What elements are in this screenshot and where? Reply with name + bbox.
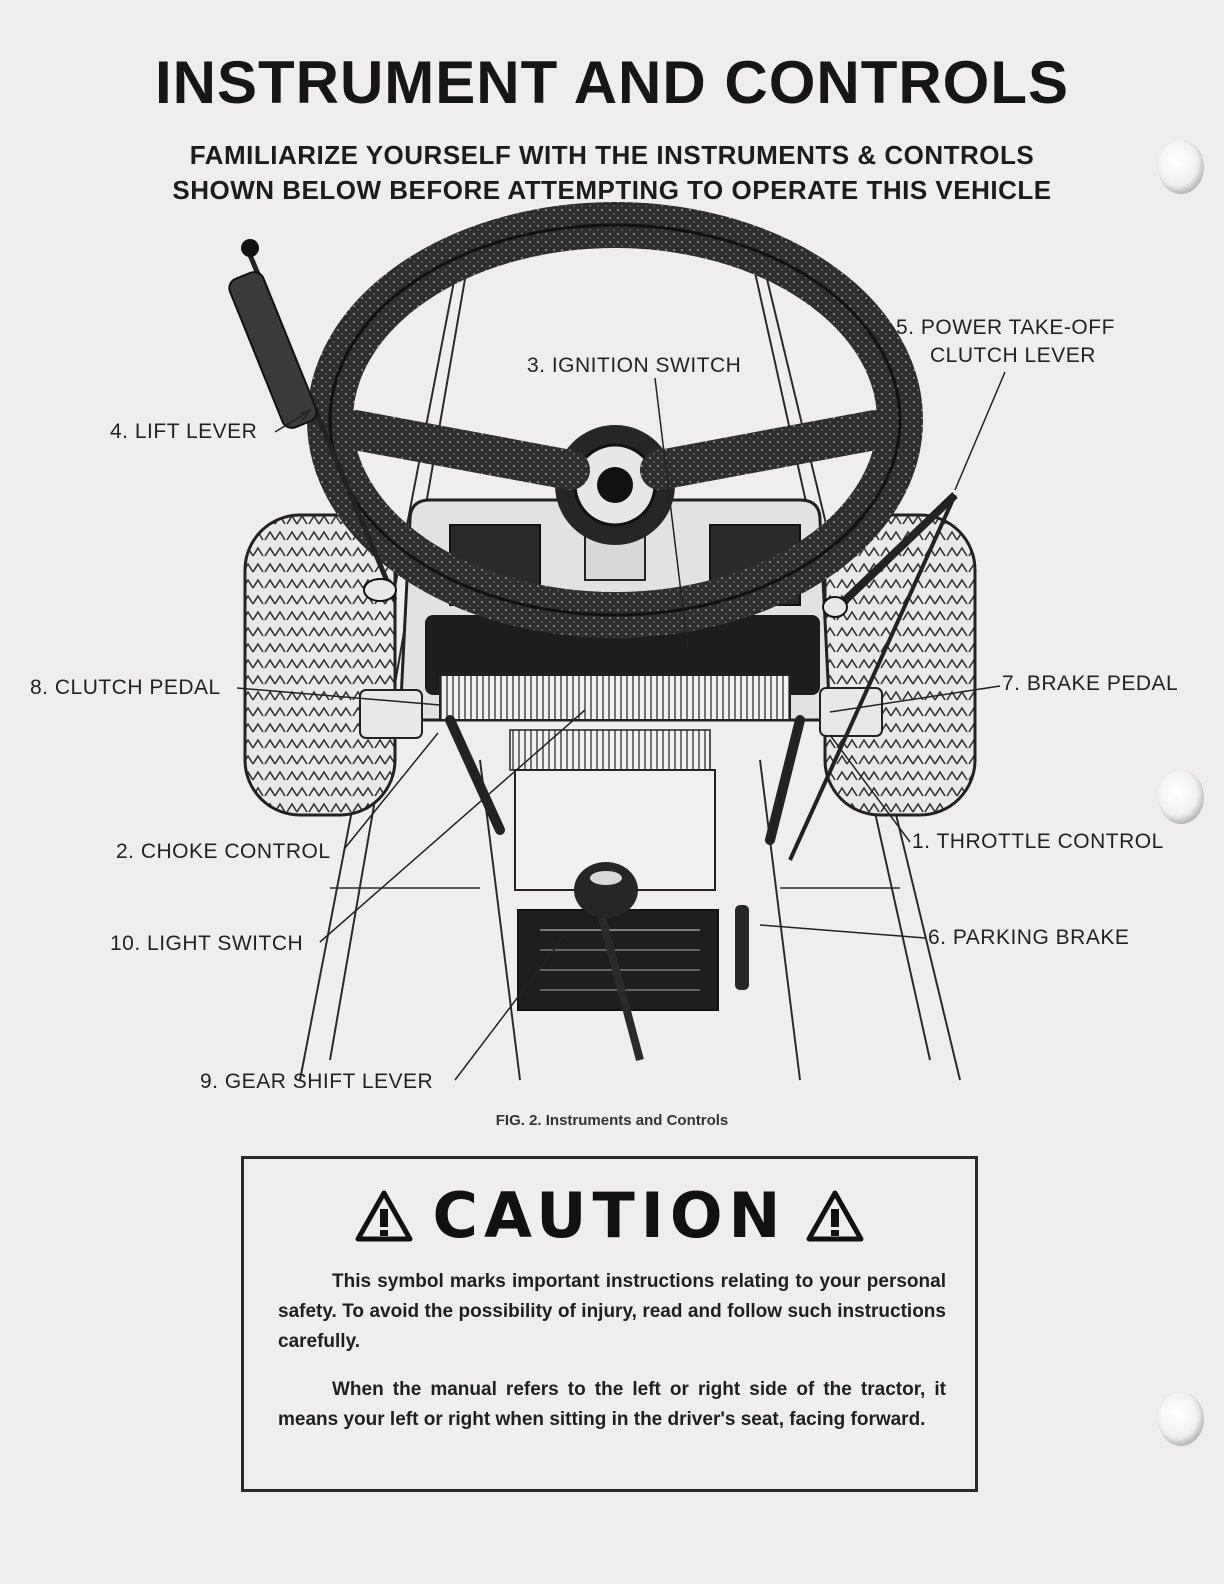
callout-lift-lever: 4. LIFT LEVER: [110, 420, 258, 443]
callout-gear-shift-lever: 9. GEAR SHIFT LEVER: [200, 1070, 434, 1093]
callout-brake-pedal: 7. BRAKE PEDAL: [1002, 672, 1179, 695]
callout-clutch-pedal: 8. CLUTCH PEDAL: [30, 676, 221, 699]
callout-throttle-control: 1. THROTTLE CONTROL: [912, 830, 1164, 853]
callout-ignition-switch: 3. IGNITION SWITCH: [527, 354, 742, 377]
page-title: INSTRUMENT AND CONTROLS: [154, 49, 1070, 116]
caution-paragraph-1: This symbol marks important instructions relating to your personal safety. To avoid the possibility of injury, read and follow such instructions carefully.: [278, 1271, 946, 1352]
page-subtitle-line-2: SHOWN BELOW BEFORE ATTEMPTING TO OPERATE THIS VEHICLE: [172, 175, 1052, 205]
callout-light-switch: 10. LIGHT SWITCH: [110, 932, 304, 955]
warning-triangle-icon: [805, 1189, 865, 1243]
caution-box: [241, 1156, 978, 1492]
page-subtitle-line-1: FAMILIARIZE YOURSELF WITH THE INSTRUMENTS & CONTROLS: [189, 140, 1035, 170]
caution-paragraph-2: When the manual refers to the left or right side of the tractor, it means your left or right when sitting in the driver's seat, facing forward.: [278, 1379, 946, 1430]
callout-choke-control: 2. CHOKE CONTROL: [116, 840, 331, 863]
figure-caption: FIG. 2. Instruments and Controls: [495, 1112, 729, 1129]
warning-triangle-icon: [354, 1189, 414, 1243]
caution-heading-row: [244, 1179, 975, 1252]
punch-hole-bottom: [1158, 1392, 1204, 1446]
callout-pto-clutch-lever-line-1: 5. POWER TAKE-OFF: [896, 316, 1115, 339]
callout-parking-brake: 6. PARKING BRAKE: [928, 926, 1130, 949]
caution-heading: CAUTION: [432, 1179, 787, 1252]
callout-pto-clutch-lever-line-2: CLUTCH LEVER: [930, 344, 1096, 367]
